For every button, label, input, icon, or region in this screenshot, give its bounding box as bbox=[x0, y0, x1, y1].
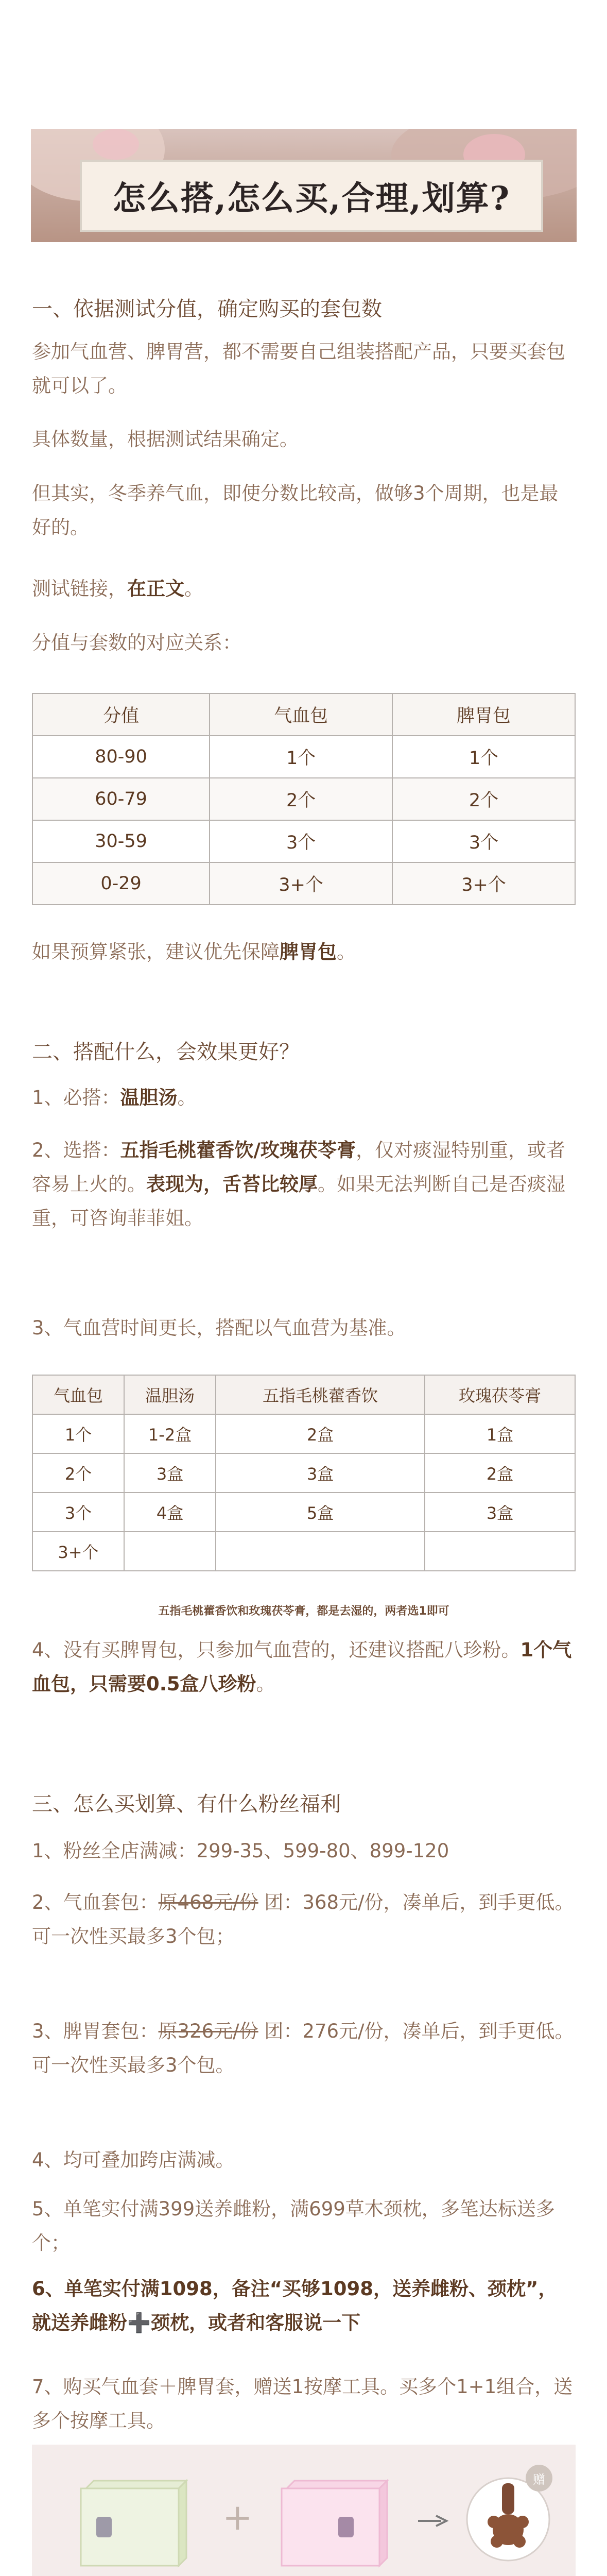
section2-item: 3、气血营时间更长，搭配以气血营为基准。 bbox=[32, 1317, 406, 1339]
section3-item: 4、均可叠加跨店满减。 bbox=[32, 2149, 235, 2171]
section3-heading: 三、怎么买划算、有什么粉丝福利 bbox=[32, 1792, 341, 1816]
table-cell: 2个 bbox=[32, 1453, 124, 1493]
table-cell: 3个 bbox=[392, 820, 575, 862]
text: 团：368元/份，凑单后，到手更低。可一次性买最多3个包； bbox=[32, 1891, 574, 1947]
table-cell: 3+个 bbox=[32, 1532, 124, 1571]
text: 2、选搭： bbox=[32, 1139, 120, 1161]
spleen-pack-box-icon bbox=[71, 2473, 189, 2571]
original-price: 原468元/份 bbox=[158, 1891, 258, 1913]
table-row bbox=[32, 778, 575, 820]
table-cell: 3个 bbox=[32, 1493, 124, 1532]
table-header: 温胆汤 bbox=[124, 1375, 216, 1414]
table-cell: 3盒 bbox=[124, 1453, 216, 1493]
section1-paragraph: 参加气血营、脾胃营，都不需要自己组装搭配产品，只要买套包就可以了。 bbox=[32, 341, 565, 397]
table-row bbox=[32, 1414, 575, 1453]
section3-item: 5、单笔实付满399送养雌粉，满699草木颈枕，多笔达标送多个； bbox=[32, 2198, 555, 2254]
section3-item: 1、粉丝全店满减：299-35、599-80、899-120 bbox=[32, 1840, 449, 1862]
text: 4、没有买脾胃包，只参加气血营的，还建议搭配八珍粉。 bbox=[32, 1639, 521, 1661]
emphasis-text: 1个气血包，只需要0.5盒八珍粉 bbox=[32, 1639, 572, 1695]
text: 2、气血套包： bbox=[32, 1891, 159, 1913]
table-header: 分值 bbox=[32, 693, 210, 736]
table-cell: 3盒 bbox=[425, 1493, 575, 1532]
table-row bbox=[32, 862, 575, 905]
table-cell: 1个 bbox=[32, 1414, 124, 1453]
table-header: 气血包 bbox=[210, 693, 392, 736]
arrow-right-icon bbox=[418, 2514, 449, 2528]
table-cell: 1-2盒 bbox=[124, 1414, 216, 1453]
table-cell: 3+个 bbox=[392, 862, 575, 905]
text: 。 bbox=[177, 1087, 197, 1109]
emphasis-text: 表现为，舌苔比较厚 bbox=[146, 1173, 318, 1195]
table-cell bbox=[216, 1532, 425, 1571]
text: 。 bbox=[256, 1673, 275, 1695]
section2-item bbox=[32, 1133, 576, 1235]
table-cell bbox=[124, 1532, 216, 1571]
text: 测试链接， bbox=[32, 578, 127, 600]
section3-item: 6、单笔实付满1098，备注“买够1098，送养雌粉、颈枕”，就送养雌粉➕颈枕，或者和客服说一下 bbox=[32, 2278, 558, 2334]
table-cell: 1盒 bbox=[425, 1414, 575, 1453]
table-cell: 80-90 bbox=[32, 736, 210, 778]
table-cell: 3盒 bbox=[216, 1453, 425, 1493]
gift-badge: 赠 bbox=[533, 2472, 545, 2487]
text: 如果预算紧张，建议优先保障 bbox=[32, 941, 280, 963]
section1-paragraph bbox=[32, 572, 576, 606]
section1-paragraph: 但其实，冬季养气血，即使分数比较高，做够3个周期，也是最好的。 bbox=[32, 482, 559, 538]
table-header-row bbox=[32, 1375, 575, 1414]
banner-title: 怎么搭,怎么买,合理,划算? bbox=[112, 179, 511, 218]
table-cell: 3+个 bbox=[210, 862, 392, 905]
table-row bbox=[32, 1493, 575, 1532]
banner-title-plate bbox=[80, 160, 543, 232]
table-cell: 1个 bbox=[210, 736, 392, 778]
section3-item bbox=[32, 2014, 576, 2082]
table-cell: 60-79 bbox=[32, 778, 210, 820]
text: 。如果无法判断自己是否痰湿重，可咨询菲菲姐。 bbox=[32, 1173, 565, 1229]
table-header: 气血包 bbox=[32, 1375, 124, 1414]
table-row bbox=[32, 1453, 575, 1493]
emphasis-text: 五指毛桃藿香饮/玫瑰茯苓膏 bbox=[120, 1139, 356, 1161]
score-table bbox=[32, 693, 576, 905]
text: 1、必搭： bbox=[32, 1087, 120, 1109]
emphasis-text: 脾胃包 bbox=[280, 941, 337, 963]
section2-item bbox=[32, 1081, 576, 1115]
test-link-text[interactable]: 在正文 bbox=[127, 578, 184, 600]
table-cell bbox=[425, 1532, 575, 1571]
table-cell: 0-29 bbox=[32, 862, 210, 905]
table-row bbox=[32, 736, 575, 778]
section3-item bbox=[32, 1886, 576, 1954]
table-cell: 5盒 bbox=[216, 1493, 425, 1532]
table-cell: 2个 bbox=[392, 778, 575, 820]
table-cell: 2盒 bbox=[425, 1453, 575, 1493]
table-cell: 4盒 bbox=[124, 1493, 216, 1532]
section2-heading: 二、搭配什么，会效果更好？ bbox=[32, 1040, 300, 1064]
table-cell: 1个 bbox=[392, 736, 575, 778]
section3-item: 7、购买气血套＋脾胃套，赠送1按摩工具。买多个1+1组合，送多个按摩工具。 bbox=[32, 2376, 573, 2432]
gift-illustration bbox=[32, 2445, 576, 2576]
combo-table bbox=[32, 1375, 576, 1571]
section2-item bbox=[32, 1633, 576, 1701]
original-price: 原326元/份 bbox=[158, 2020, 258, 2042]
text: ，仅对痰湿特别重，或者容易上火的。 bbox=[32, 1139, 566, 1195]
table-cell: 2个 bbox=[210, 778, 392, 820]
text: 团：276元/份，凑单后，到手更低。可一次性买最多3个包。 bbox=[32, 2020, 574, 2076]
section1-paragraph bbox=[32, 935, 576, 969]
table-cell: 2盒 bbox=[216, 1414, 425, 1453]
section1-paragraph: 具体数量，根据测试结果确定。 bbox=[32, 428, 299, 450]
table-row bbox=[32, 1532, 575, 1571]
table-header-row bbox=[32, 693, 575, 736]
section1-heading: 一、依据测试分值，确定购买的套包数 bbox=[32, 297, 382, 321]
table-note: 五指毛桃藿香饮和玫瑰茯苓膏，都是去湿的，两者选1即可 bbox=[158, 1605, 449, 1618]
table-header: 玫瑰茯苓膏 bbox=[425, 1375, 575, 1414]
emphasis-text: 温胆汤 bbox=[120, 1087, 178, 1109]
text: 。 bbox=[184, 578, 203, 600]
text: 。 bbox=[337, 941, 356, 963]
qi-blood-pack-box-icon bbox=[271, 2473, 390, 2571]
plus-icon: + bbox=[222, 2496, 253, 2538]
table-header: 脾胃包 bbox=[392, 693, 575, 736]
table-cell: 30-59 bbox=[32, 820, 210, 862]
text: 3、脾胃套包： bbox=[32, 2020, 159, 2042]
section1-paragraph: 分值与套数的对应关系： bbox=[32, 632, 241, 654]
banner-flower bbox=[93, 129, 139, 160]
header-banner bbox=[31, 129, 577, 242]
table-header: 五指毛桃藿香饮 bbox=[216, 1375, 425, 1414]
table-row bbox=[32, 820, 575, 862]
table-cell: 3个 bbox=[210, 820, 392, 862]
